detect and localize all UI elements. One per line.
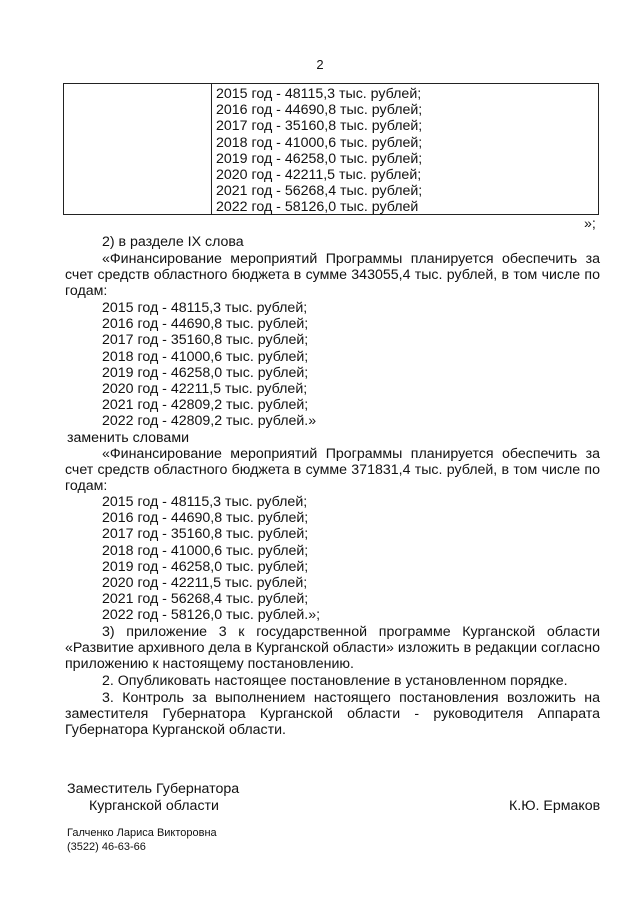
signatory-position-line1: Заместитель Губернатора xyxy=(67,781,240,797)
year-line: 2017 год - 35160,8 тыс. рублей; xyxy=(102,332,309,349)
replace-with-label: заменить словами xyxy=(67,430,190,446)
table-closing-quote: »; xyxy=(584,216,596,232)
table-year-line: 2015 год - 48115,3 тыс. рублей; xyxy=(216,86,422,102)
year-line: 2016 год - 44690,8 тыс. рублей; xyxy=(102,316,309,333)
point3-paragraph xyxy=(65,690,600,739)
table-year-line: 2022 год - 58126,0 тыс. рублей xyxy=(216,199,419,216)
point2-text: 2. Опубликовать настоящее постановление в установленном порядке. xyxy=(102,673,568,689)
year-line: 2018 год - 41000,6 тыс. рублей; xyxy=(102,542,309,559)
year-line: 2016 год - 44690,8 тыс. рублей; xyxy=(102,510,309,527)
year-line: 2017 год - 35160,8 тыс. рублей; xyxy=(102,526,309,543)
paragraph-line: счет средств областного бюджета в сумме 343055,4 тыс. рублей, в том числе по xyxy=(65,267,600,284)
table-year-line: 2018 год - 41000,6 тыс. рублей; xyxy=(216,134,423,151)
year-line: 2020 год - 42211,5 тыс. рублей; xyxy=(102,574,308,591)
year-line: 2019 год - 46258,0 тыс. рублей; xyxy=(102,558,309,575)
table-year-line: 2017 год - 35160,8 тыс. рублей; xyxy=(216,118,423,135)
year-line: 2015 год - 48115,3 тыс. рублей; xyxy=(102,494,308,510)
table-year-line: 2020 год - 42211,5 тыс. рублей; xyxy=(216,166,422,183)
year-line: 2021 год - 56268,4 тыс. рублей; xyxy=(102,591,309,608)
new-years-list xyxy=(102,494,320,624)
paragraph-line: заместителя Губернатора Курганской области - руководителя Аппарата xyxy=(65,706,600,723)
paragraph-line: Губернатора Курганской области. xyxy=(65,722,286,739)
table-year-line: 2019 год - 46258,0 тыс. рублей; xyxy=(216,150,423,167)
signatory-name: К.Ю. Ермаков xyxy=(509,798,601,814)
year-line: 2019 год - 46258,0 тыс. рублей; xyxy=(102,364,309,381)
old-text-paragraph xyxy=(65,251,600,300)
year-line: 2022 год - 42809,2 тыс. рублей.» xyxy=(102,413,317,430)
paragraph-line: «Финансирование мероприятий Программы планируется обеспечить за xyxy=(102,446,600,462)
table-right-cell xyxy=(216,86,422,216)
paragraph-line: 3) приложение 3 к государственной программе Курганской области xyxy=(102,624,600,640)
old-years-list xyxy=(102,300,316,430)
year-line: 2021 год - 42809,2 тыс. рублей; xyxy=(102,397,309,414)
executor-phone: (3522) 46-63-66 xyxy=(67,841,146,853)
year-line: 2020 год - 42211,5 тыс. рублей; xyxy=(102,380,308,397)
table-year-line: 2016 год - 44690,8 тыс. рублей; xyxy=(216,102,423,119)
new-text-paragraph xyxy=(65,446,600,495)
paragraph-line: счет средств областного бюджета в сумме 371831,4 тыс. рублей, в том числе по xyxy=(65,462,600,479)
year-line: 2018 год - 41000,6 тыс. рублей; xyxy=(102,348,309,365)
paragraph-line: «Развитие архивного дела в Курганской области» изложить в редакции согласно xyxy=(65,640,600,657)
executor-name: Галченко Лариса Викторовна xyxy=(67,827,217,839)
year-line: 2015 год - 48115,3 тыс. рублей; xyxy=(102,300,308,316)
paragraph-line: «Финансирование мероприятий Программы планируется обеспечить за xyxy=(102,251,600,267)
item2-intro: 2) в разделе IX слова xyxy=(102,234,244,250)
paragraph-line: годам: xyxy=(65,283,108,300)
table-year-line: 2021 год - 56268,4 тыс. рублей; xyxy=(216,183,423,200)
table-column-divider xyxy=(211,84,212,214)
paragraph-line: годам: xyxy=(65,478,108,495)
financing-table xyxy=(63,83,599,215)
item3-paragraph xyxy=(65,624,600,673)
signatory-position-line2: Курганской области xyxy=(89,798,219,814)
paragraph-line: 3. Контроль за выполнением настоящего постановления возложить на xyxy=(102,690,600,706)
year-line: 2022 год - 58126,0 тыс. рублей.»; xyxy=(102,607,321,624)
page-number: 2 xyxy=(316,57,324,72)
paragraph-line: приложению к настоящему постановлению. xyxy=(65,656,354,673)
